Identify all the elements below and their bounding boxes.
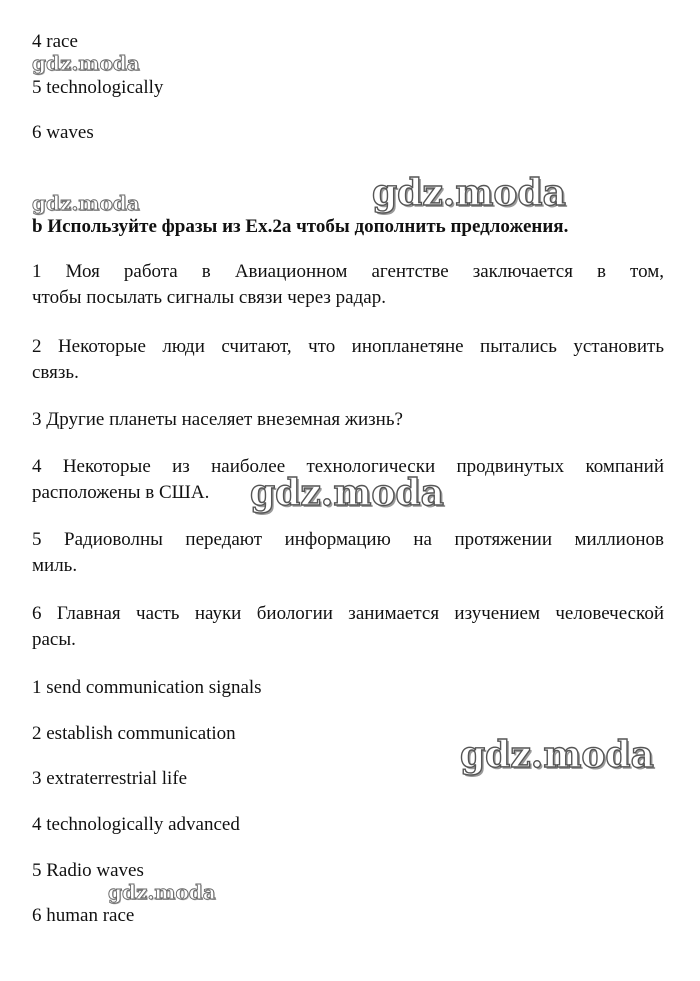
sentence-line: чтобы посылать сигналы связи через радар. bbox=[32, 287, 386, 308]
answer-item: 5 Radio waves bbox=[32, 860, 144, 881]
sentence-line: 2 Некоторые люди считают, что инопланетяне пытались установить bbox=[32, 336, 664, 357]
watermark: gdz.moda bbox=[250, 472, 444, 514]
sentence-6 bbox=[32, 601, 664, 653]
answer-item: 4 technologically advanced bbox=[32, 814, 240, 835]
sentence-2 bbox=[32, 334, 664, 386]
sentence-3 bbox=[32, 407, 664, 433]
sentence-line: 6 Главная часть науки биологии занимается изучением человеческой bbox=[32, 603, 664, 624]
list-item: 5 technologically bbox=[32, 77, 164, 98]
sentence-line: 1 Моя работа в Авиационном агентстве заключается в том, bbox=[32, 261, 664, 282]
sentence-line: 3 Другие планеты населяет внеземная жизнь? bbox=[32, 409, 403, 430]
watermark: gdz.moda bbox=[372, 172, 566, 214]
watermark: gdz.moda bbox=[460, 734, 654, 776]
sentence-line: 5 Радиоволны передают информацию на протяжении миллионов bbox=[32, 529, 664, 550]
list-item: 6 waves bbox=[32, 122, 94, 143]
sentence-line: связь. bbox=[32, 362, 79, 383]
list-item: 4 race bbox=[32, 31, 78, 52]
watermark: gdz.moda bbox=[32, 191, 140, 215]
sentence-line: миль. bbox=[32, 555, 78, 576]
answer-item: 1 send communication signals bbox=[32, 677, 262, 698]
sentence-5 bbox=[32, 527, 664, 579]
answer-item: 3 extraterrestrial life bbox=[32, 768, 188, 789]
sentence-line: 4 Некоторые из наиболее технологически продвинутых компаний bbox=[32, 456, 664, 477]
sentence-1 bbox=[32, 259, 664, 311]
watermark: gdz.moda bbox=[108, 880, 216, 904]
watermark: gdz.moda bbox=[32, 51, 140, 75]
exercise-heading: b Используйте фразы из Ex.2a чтобы дополнить предложения. bbox=[32, 216, 569, 237]
answer-item: 2 establish communication bbox=[32, 723, 236, 744]
sentence-line: расы. bbox=[32, 629, 76, 650]
answer-item: 6 human race bbox=[32, 905, 135, 926]
sentence-line: расположены в США. bbox=[32, 482, 210, 503]
